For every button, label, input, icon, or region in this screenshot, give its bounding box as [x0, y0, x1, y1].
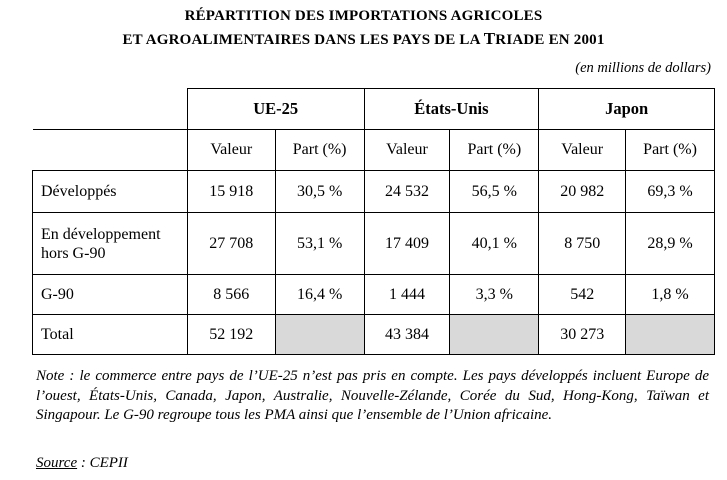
row-label-total: Total	[33, 315, 188, 355]
region-header-japon: Japon	[539, 89, 715, 130]
subheader-valeur: Valeur	[539, 130, 626, 171]
table-cell: 56,5 %	[450, 171, 539, 213]
subheader-part: Part (%)	[450, 130, 539, 171]
region-header-row	[33, 89, 715, 130]
table-cell: 17 409	[364, 213, 450, 275]
table-cell: 27 708	[187, 213, 275, 275]
row-label-developpes: Développés	[33, 171, 188, 213]
subheader-valeur: Valeur	[364, 130, 450, 171]
table-row	[33, 171, 715, 213]
table-cell: 1,8 %	[626, 275, 715, 315]
title-triade-rest: RIADE	[495, 32, 545, 48]
source-label: Source	[36, 455, 78, 471]
title-line-2	[0, 29, 727, 49]
table-cell: 3,3 %	[450, 275, 539, 315]
table-cell: 30 273	[539, 315, 626, 355]
table-row	[33, 213, 715, 275]
table-cell: 40,1 %	[450, 213, 539, 275]
table-row-total	[33, 315, 715, 355]
subheader-part: Part (%)	[275, 130, 364, 171]
subheader-valeur: Valeur	[187, 130, 275, 171]
table-row	[33, 275, 715, 315]
table-cell: 28,9 %	[626, 213, 715, 275]
table-cell: 1 444	[364, 275, 450, 315]
table-cell-empty	[275, 315, 364, 355]
table-cell: 15 918	[187, 171, 275, 213]
title-triade-initial: T	[483, 29, 496, 48]
imports-table	[32, 88, 715, 355]
row-label-g90: G-90	[33, 275, 188, 315]
table-cell-empty	[450, 315, 539, 355]
corner-cell	[33, 89, 188, 130]
table-cell: 52 192	[187, 315, 275, 355]
table-cell-empty	[626, 315, 715, 355]
table-cell: 24 532	[364, 171, 450, 213]
region-header-ue25: UE-25	[187, 89, 364, 130]
unit-note: (en millions de dollars)	[575, 60, 711, 76]
title-line-2-part-2: EN 2001	[544, 32, 605, 48]
corner-cell-2	[33, 130, 188, 171]
region-header-etats-unis: États-Unis	[364, 89, 539, 130]
title-line-1: RÉPARTITION DES IMPORTATIONS AGRICOLES	[184, 8, 543, 24]
row-label-line-1: En développement	[41, 225, 161, 243]
table-cell: 542	[539, 275, 626, 315]
table-cell: 16,4 %	[275, 275, 364, 315]
table-cell: 53,1 %	[275, 213, 364, 275]
table-cell: 20 982	[539, 171, 626, 213]
table-cell: 8 566	[187, 275, 275, 315]
footnote: Note : le commerce entre pays de l’UE-25 n’est pas pris en compte. Les pays développés incluent Europe de l’ouest, États-Unis, Canada, Japon, Australie, Nouvelle-Zélande, Corée du Sud, Hong-Kong, Taïwan et Singapour. Le G-90 regroupe tous les PMA ainsi que l’ensemble de l’Union africaine.	[36, 368, 709, 424]
table-cell: 43 384	[364, 315, 450, 355]
subheader-part: Part (%)	[626, 130, 715, 171]
row-label-line-2: hors G-90	[41, 244, 106, 262]
table-cell: 8 750	[539, 213, 626, 275]
row-label-en-developpement	[33, 213, 188, 275]
source-line	[36, 455, 128, 472]
subheader-row	[33, 130, 715, 171]
table-cell: 30,5 %	[275, 171, 364, 213]
source-value: : CEPII	[77, 455, 128, 471]
title-line-2-part-1: ET AGROALIMENTAIRES DANS LES PAYS DE LA	[122, 32, 484, 48]
table-cell: 69,3 %	[626, 171, 715, 213]
